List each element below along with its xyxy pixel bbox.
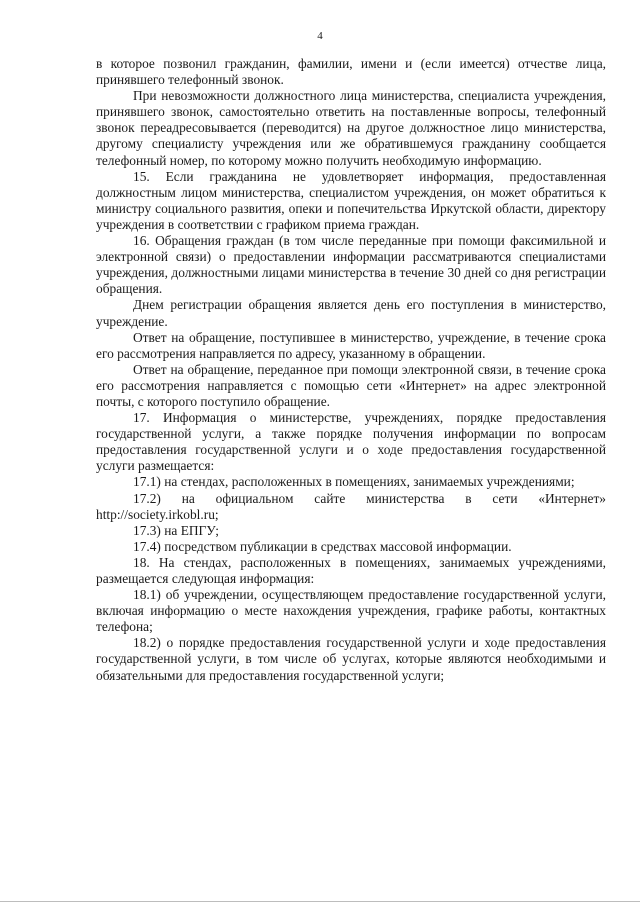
paragraph: 18.2) о порядке предоставления государственной услуги и ходе предоставления государственной услуги, в том числе об услугах, которые являются необходимыми и обязательными для предоставления государственной услуги; <box>96 635 606 683</box>
paragraph: 18.1) об учреждении, осуществляющем предоставление государственной услуги, включая информацию о месте нахождения учреждения, графике работы, контактных телефона; <box>96 587 606 635</box>
paragraph: При невозможности должностного лица министерства, специалиста учреждения, принявшего звонок, самостоятельно ответить на поставленные вопросы, телефонный звонок переадресовывается (переводится) на другое должностное лицо министерства, другому специалисту учреждения или же обратившемуся гражданину сообщается телефонный номер, по которому можно получить необходимую информацию. <box>96 88 606 168</box>
paragraph: 15. Если гражданина не удовлетворяет информация, предоставленная должностным лицом министерства, специалистом учреждения, он может обратиться к министру социального развития, опеки и попечительства Иркутской области, директору учреждения в соответствии с графиком приема граждан. <box>96 168 606 232</box>
page-number: 4 <box>317 30 323 42</box>
paragraph: 17.4) посредством публикации в средствах массовой информации. <box>133 538 512 554</box>
paragraph: в которое позвонил гражданин, фамилии, имени и (если имеется) отчестве лица, принявшего телефонный звонок. <box>96 56 606 88</box>
paragraph: Днем регистрации обращения является день его поступления в министерство, учреждение. <box>96 297 606 329</box>
paragraph: Ответ на обращение, переданное при помощи электронной связи, в течение срока его рассмотрения направляется с помощью сети «Интернет» на адрес электронной почты, с которого поступило обращение. <box>96 361 606 409</box>
bottom-rule <box>0 901 640 902</box>
paragraph: 17.1) на стендах, расположенных в помещениях, занимаемых учреждениями; <box>133 474 575 490</box>
paragraph: 17. Информация о министерстве, учреждениях, порядке предоставления государственной услуги, а также порядке получения информации по вопросам предоставления государственной услуги и о ходе предоставления государственной услуги размещается: <box>96 410 606 474</box>
paragraph: 17.2) на официальном сайте министерства в сети «Интернет» http://society.irkobl.ru; <box>96 490 606 522</box>
paragraph: 17.3) на ЕПГУ; <box>133 522 219 538</box>
document-body <box>96 56 606 684</box>
paragraph: 16. Обращения граждан (в том числе переданные при помощи факсимильной и электронной связи) о предоставлении информации рассматриваются специалистами учреждения, должностными лицами министерства в течение 30 дней со дня регистрации обращения. <box>96 233 606 297</box>
paragraph: Ответ на обращение, поступившее в министерство, учреждение, в течение срока его рассмотрения направляется по адресу, указанному в обращении. <box>96 329 606 361</box>
paragraph: 18. На стендах, расположенных в помещениях, занимаемых учреждениями, размещается следующая информация: <box>96 554 606 586</box>
